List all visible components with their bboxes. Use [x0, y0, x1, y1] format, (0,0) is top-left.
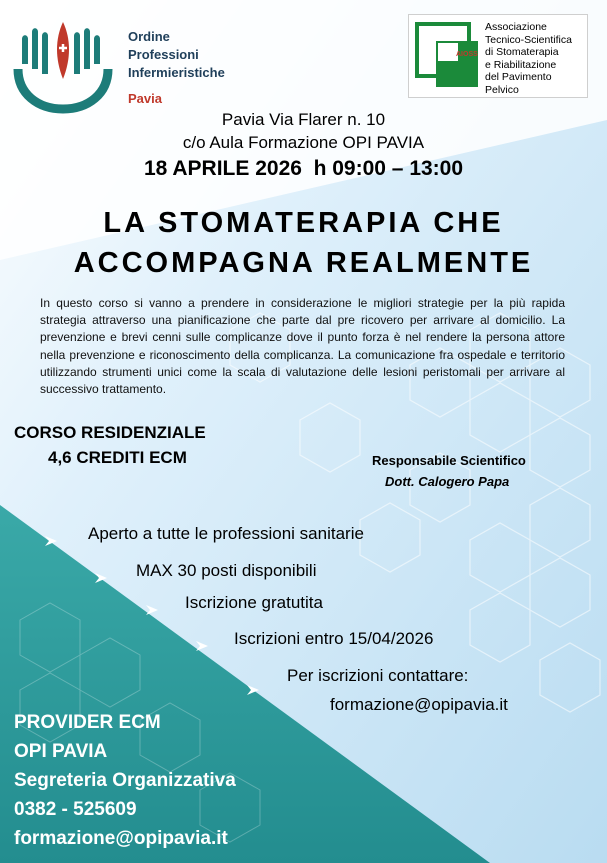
provider-line-1: PROVIDER ECM: [14, 712, 161, 733]
aioss-line-4: e Riabilitazione: [485, 58, 557, 71]
address-line-1: Pavia Via Flarer n. 10: [221, 110, 386, 129]
contact-email[interactable]: formazione@opipavia.it: [330, 695, 508, 714]
aioss-line-2: Tecnico-Scientifica: [485, 33, 572, 46]
aioss-line-3: di Stomaterapia: [485, 46, 559, 59]
title-line-1: LA STOMATERAPIA CHE: [103, 207, 504, 239]
arrow-icon: [94, 571, 108, 585]
arrow-icon: [195, 639, 209, 653]
info-item-seats: MAX 30 posti disponibili: [136, 561, 317, 580]
opi-city: Pavia: [128, 91, 162, 106]
provider-email[interactable]: formazione@opipavia.it: [14, 828, 228, 849]
course-type: CORSO RESIDENZIALE: [14, 423, 206, 442]
aioss-line-1: Associazione: [485, 21, 547, 33]
aioss-text: [485, 21, 587, 97]
arrow-icon: [246, 683, 260, 697]
info-item-free: Iscrizione gratutita: [185, 593, 323, 612]
info-item-open: Aperto a tutte le professioni sanitarie: [88, 524, 364, 543]
address-line-2: c/o Aula Formazione OPI PAVIA: [182, 133, 425, 152]
provider-line-2: OPI PAVIA: [14, 741, 108, 762]
opi-line-1: Ordine: [128, 29, 170, 44]
aioss-line-5: del Pavimento Pelvico: [485, 71, 552, 96]
aioss-label: AIOSS: [456, 51, 478, 58]
scientific-label: Responsabile Scientifico: [372, 453, 526, 468]
scientific-name: Dott. Calogero Papa: [385, 474, 510, 489]
event-title: [0, 203, 607, 283]
aioss-mark-icon: [414, 21, 482, 91]
arrow-icon: [44, 534, 58, 548]
arrow-icon: [145, 603, 159, 617]
aioss-logo: [408, 14, 588, 98]
opi-logo-text: [128, 28, 225, 108]
course-credits: 4,6 CREDITI ECM: [48, 448, 187, 467]
event-description: In questo corso si vanno a prendere in considerazione le migliori strategie per la più rapida strategia attraverso una pianificazione che parte dal pre ricovero per arrivare al domicilio. La prevenzione e brevi cenni sulle complicanze dove il punto forza è nel rendere la persona attore nella prevenzione e riconoscimento della complicanza. La comunicazione fra ospedale e territorio utilizzando strumenti unici come la scala di valutazione delle lesioni peristomali per arrivare al successivo trattamento.: [40, 296, 565, 397]
opi-line-3: Infermieristiche: [128, 65, 225, 80]
opi-logo-icon: [8, 14, 118, 114]
opi-line-2: Professioni: [128, 47, 199, 62]
title-line-2: ACCOMPAGNA REALMENTE: [73, 247, 534, 279]
event-date-time: 18 APRILE 2026 h 09:00 – 13:00: [143, 157, 464, 180]
info-item-contact: Per iscrizioni contattare:: [287, 666, 469, 685]
provider-secretariat: Segreteria Organizzativa: [14, 770, 236, 791]
info-item-deadline: Iscrizioni entro 15/04/2026: [234, 629, 434, 648]
provider-phone[interactable]: 0382 - 525609: [14, 799, 137, 820]
